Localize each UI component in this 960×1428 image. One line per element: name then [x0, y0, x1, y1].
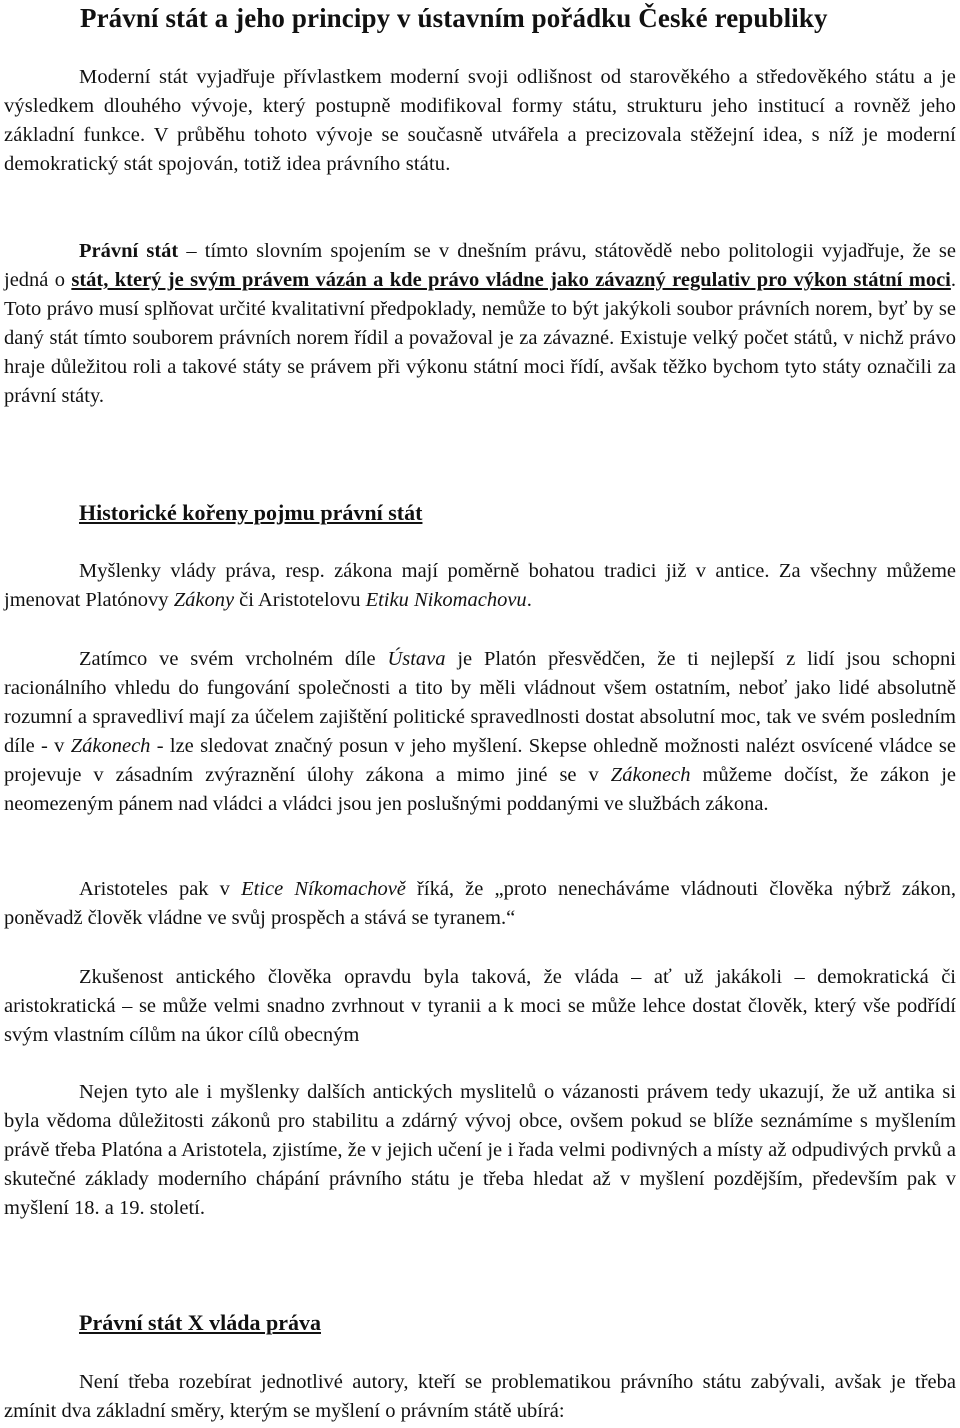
work-title-zakonech-1: Zákonech [70, 735, 151, 757]
platon-text-4: můžeme dočíst, že zákon je neomezeným pánem nad vládci a vládci jsou jen poslušnými poddanými ve službách zákona. [4, 764, 956, 815]
paragraph-aristoteles [4, 875, 956, 933]
platon-text-3: - lze sledovat značný posun v jeho myšlení. Skepse ohledně možnosti nalézt osvícené vládce se projevuje v zásadním zvýraznění úlohy zákona a mimo jiné se v [4, 735, 956, 786]
aristoteles-text-2: říká, že „proto nenecháváme vládnouti člověka nýbrž zákon, poněvadž člověk vládne ve svůj prospěch a stává se tyranem.“ [4, 878, 957, 929]
antiquity-text-1: Myšlenky vlády práva, resp. zákona mají poměrně bohatou tradici již v antice. Za všechny můžeme jmenovat Platónovy [4, 560, 956, 611]
definition-text-2: . Toto právo musí splňovat určité kvalitativní předpoklady, nemůže to být jakýkoli soubor právních norem, byť by se daný stát tímto souborem právních norem řídil a považoval je za závazné. Existuje velký počet států, v nichž právo hraje důležitou roli a takové státy se právem při výkonu státní moci řídí, avšak těžko bychom tyto státy označili za právní státy. [4, 269, 956, 407]
work-title-ustava: Ústava [387, 648, 446, 670]
aristoteles-text-1: Aristoteles pak v [79, 878, 242, 900]
term-pravni-stat: Právní stát [79, 240, 179, 262]
paragraph-platon [4, 645, 956, 819]
section-heading-historical-roots: Historické kořeny pojmu právní stát [79, 500, 423, 525]
section-heading-rule-of-law: Právní stát X vláda práva [79, 1310, 321, 1335]
paragraph-experience: Zkušenost antického člověka opravdu byla taková, že vláda – ať už jakákoli – demokratická či aristokratická – se může velmi snadno zvrhnout v tyranii a k moci se může lehce dostat člověk, který vše podřídí svým vlastním cílům na úkor cílů obecným [4, 966, 956, 1046]
paragraph-intro: Moderní stát vyjadřuje přívlastkem moderní svoji odlišnost od starověkého a středověkého státu a je výsledkem dlouhého vývoje, který postupně modifikoval formy státu, strukturu jeho institucí a rovněž jeho základní funkce. V průběhu tohoto vývoje se současně utvářela a precizovala stěžejní idea, s níž je moderní demokratický stát spojován, totiž idea právního státu. [4, 66, 956, 175]
antiquity-text-3: . [526, 589, 532, 611]
definition-text-1: – tímto slovním spojením se v dnešním právu, státovědě nebo politologii vyjadřuje, že se jedná o [4, 240, 956, 291]
paragraph-definition [4, 237, 956, 411]
platon-text-1: Zatímco ve svém vrcholném díle [79, 648, 388, 670]
work-title-zakony: Zákony [173, 589, 235, 611]
document-title: Právní stát a jeho principy v ústavním pořádku České republiky [80, 3, 828, 33]
work-title-etice: Etice Níkomachově [241, 878, 406, 900]
work-title-etika: Etiku Nikomachovu [365, 589, 527, 611]
paragraph-other-thinkers: Nejen tyto ale i myšlenky dalších antických myslitelů o vázanosti právem tedy ukazují, že už antika si byla vědoma důležitosti zákonů pro stabilitu a zdárný vývoj obce, ovšem pokud se blíže seznámíme s myšlením právě třeba Platóna a Aristotela, zjistíme, že v jejich učení je i řada velmi podivných a místy až odpudivých prvků a skutečné základy moderního chápání právního státu je třeba hledat až v myšlení pozdějším, především pak v myšlení 18. a 19. století. [4, 1081, 956, 1219]
antiquity-text-2: či Aristotelovu [234, 589, 366, 611]
work-title-zakonech-2: Zákonech [610, 764, 691, 786]
paragraph-antiquity [4, 557, 956, 615]
definition-emphasis: stát, který je svým právem vázán a kde právo vládne jako závazný regulativ pro výkon státní moci [71, 269, 951, 291]
platon-text-2: je Platón přesvědčen, že ti nejlepší z lidí jsou schopni racionálního vhledu do fungování společnosti a tito by měli vládnout všem ostatním, neboť jako lidé absolutně rozumní a spravedliví mají za účelem zajištění politické spravedlnosti dostat absolutní moc, tak ve svém posledním díle - v [4, 648, 956, 757]
paragraph-directions: Není třeba rozebírat jednotlivé autory, kteří se problematikou právního státu zabývali, avšak je třeba zmínit dva základní směry, kterým se myšlení o právním státě ubírá: [4, 1371, 956, 1422]
